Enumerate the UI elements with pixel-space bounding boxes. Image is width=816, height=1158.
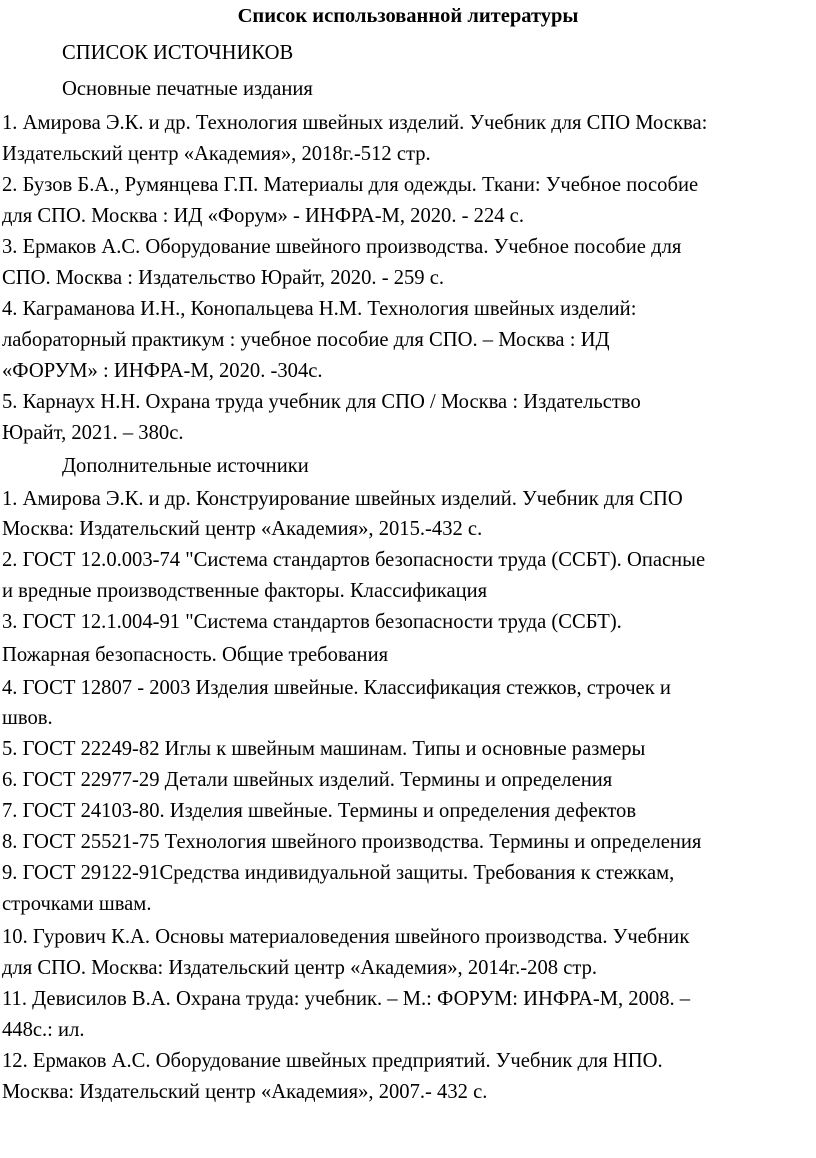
reference-line: 4. Каграманова И.Н., Конопальцева Н.М. Технология швейных изделий: [2, 298, 637, 320]
reference-line: лабораторный практикум : учебное пособие для СПО. – Москва : ИД [2, 329, 610, 351]
additional-subheading: Дополнительные источники [62, 455, 309, 477]
reference-line: строчками швам. [2, 893, 152, 915]
reference-line: и вредные производственные факторы. Классификация [2, 580, 488, 602]
reference-line: Москва: Издательский центр «Академия», 2015.-432 с. [2, 518, 483, 540]
page-title: Список использованной литературы [237, 5, 579, 27]
reference-line: 4. ГОСТ 12807 - 2003 Изделия швейные. Классификация стежков, строчек и [2, 677, 671, 699]
reference-line: 1. Амирова Э.К. и др. Конструирование швейных изделий. Учебник для СПО [2, 488, 683, 510]
reference-line: 9. ГОСТ 29122-91Средства индивидуальной защиты. Требования к стежкам, [2, 862, 675, 884]
reference-line: СПО. Москва : Издательство Юрайт, 2020. - 259 с. [2, 267, 445, 289]
reference-line: 8. ГОСТ 25521-75 Технология швейного производства. Термины и определения [2, 831, 702, 853]
reference-line: швов. [2, 707, 53, 729]
reference-line: Юрайт, 2021. – 380с. [2, 422, 184, 444]
reference-line: 5. Карнаух Н.Н. Охрана труда учебник для СПО / Москва : Издательство [2, 391, 641, 413]
reference-line: для СПО. Москва: Издательский центр «Академия», 2014г.-208 стр. [2, 957, 598, 979]
reference-line: 3. Ермаков А.С. Оборудование швейного производства. Учебное пособие для [2, 236, 682, 258]
reference-line: 1. Амирова Э.К. и др. Технология швейных изделий. Учебник для СПО Москва: [2, 112, 708, 134]
reference-line: 11. Девисилов В.А. Охрана труда: учебник. – М.: ФОРУМ: ИНФРА-М, 2008. – [2, 988, 691, 1010]
reference-line: 7. ГОСТ 24103-80. Изделия швейные. Термины и определения дефектов [2, 800, 637, 822]
reference-line: Пожарная безопасность. Общие требования [2, 644, 389, 666]
reference-line: 3. ГОСТ 12.1.004-91 "Система стандартов безопасности труда (ССБТ). [2, 611, 622, 633]
reference-line: 2. Бузов Б.А., Румянцева Г.П. Материалы для одежды. Ткани: Учебное пособие [2, 174, 699, 196]
reference-line: 2. ГОСТ 12.0.003-74 "Система стандартов безопасности труда (ССБТ). Опасные [2, 549, 706, 571]
reference-line: Москва: Издательский центр «Академия», 2007.- 432 с. [2, 1081, 488, 1103]
reference-line: Издательский центр «Академия», 2018г.-512 стр. [2, 143, 431, 165]
reference-line: 5. ГОСТ 22249-82 Иглы к швейным машинам. Типы и основные размеры [2, 738, 646, 760]
reference-line: «ФОРУМ» : ИНФРА-М, 2020. -304с. [2, 360, 323, 382]
sources-heading: СПИСОК ИСТОЧНИКОВ [62, 42, 294, 64]
reference-line: 12. Ермаков А.С. Оборудование швейных предприятий. Учебник для НПО. [2, 1050, 663, 1072]
reference-line: для СПО. Москва : ИД «Форум» - ИНФРА-М, 2020. - 224 с. [2, 205, 524, 227]
reference-line: 6. ГОСТ 22977-29 Детали швейных изделий. Термины и определения [2, 769, 613, 791]
reference-line: 10. Гурович К.А. Основы материаловедения швейного производства. Учебник [2, 926, 690, 948]
reference-line: 448с.: ил. [2, 1019, 85, 1041]
main-subheading: Основные печатные издания [62, 78, 313, 100]
